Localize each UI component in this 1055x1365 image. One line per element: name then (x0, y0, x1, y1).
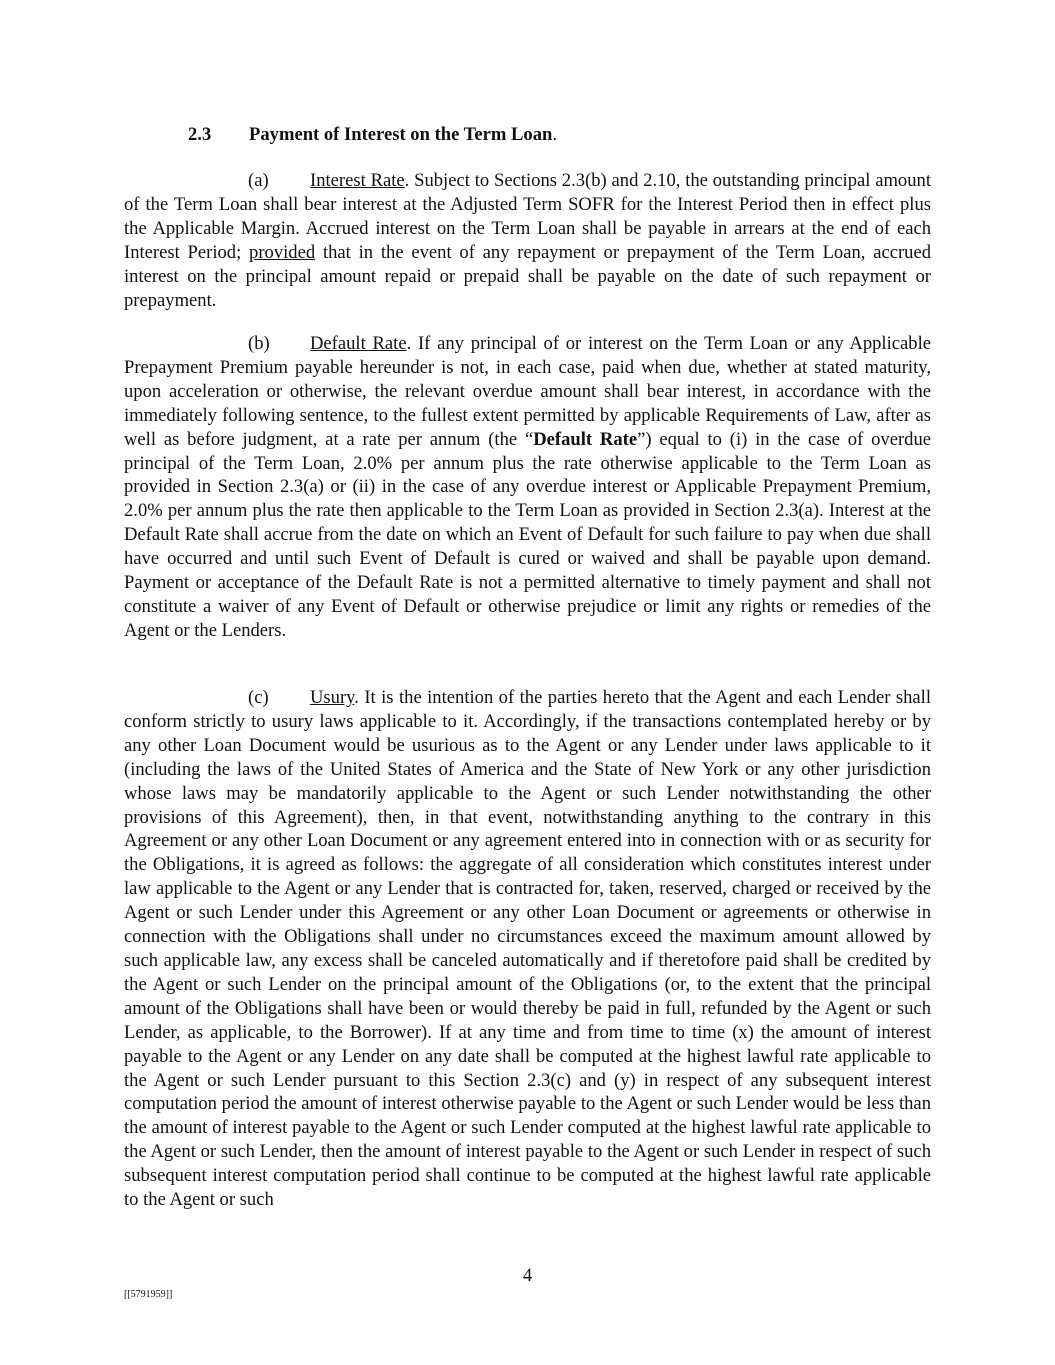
paragraph-label: (a) (248, 170, 269, 191)
paragraph-label: (c) (248, 687, 269, 708)
paragraph-text: . If any principal of or interest on the Term Loan or any Applicable Prepayment Premium payable hereunder is not, in each case, paid when due, whether at stated maturity, upon acceleration or otherwise, the relevant overdue amount shall bear interest, in accordance with the immediately following sentence, to the fullest extent permitted by applicable Requirements of Law, after as well as before judgment, at a rate per annum (the “ (124, 333, 931, 450)
paragraph-interest-rate (124, 169, 931, 312)
section-heading (188, 124, 557, 146)
paragraph-default-rate (124, 332, 931, 643)
paragraph-caption: Usury (310, 687, 355, 708)
paragraph-label: (b) (248, 333, 270, 354)
paragraph-text: that in the event of any repayment or prepayment of the Term Loan, accrued interest on the principal amount repaid or prepaid shall be payable on the date of such repayment or prepayment. (124, 241, 932, 311)
paragraph-text: . It is the intention of the parties hereto that the Agent and each Lender shall conform strictly to usury laws applicable to it. Accordingly, if the transactions contemplated hereby or by any other Loan Document would be usurious as to the Agent or any Lender under laws applicable to it (including the laws of the United States of America and the State of New York or any other jurisdiction whose laws may be mandatorily applicable to the Agent or such Lender notwithstanding the other provisions of this Agreement), then, in that event, notwithstanding anything to the contrary in this Agreement or any other Loan Document or any agreement entered into in connection with or as security for the Obligations, it is agreed as follows: the aggregate of all consideration which constitutes interest under law applicable to the Agent or any Lender that is contracted for, taken, reserved, charged or received by the Agent or such Lender under this Agreement or any other Loan Document or agreements or otherwise in connection with the Obligations shall under no circumstances exceed the maximum amount allowed by such applicable law, any excess shall be canceled automatically and if theretofore paid shall be credited by the Agent or such Lender on the principal amount of the Obligations (or, to the extent that the principal amount of the Obligations shall have been or would thereby be paid in full, refunded by the Agent or such Lender, as applicable, to the Borrower). If at any time and from time to time (x) the amount of interest payable to the Agent or any Lender on any date shall be computed at the highest lawful rate applicable to the Agent or such Lender pursuant to this Section 2.3(c) and (y) in respect of any subsequent interest computation period the amount of interest otherwise payable to the Agent or such Lender would be less than the amount of interest payable to the Agent or such Lender computed at the highest lawful rate applicable to the Agent or such Lender, then the amount of interest payable to the Agent or such Lender in respect of such subsequent interest computation period shall continue to be computed at the highest lawful rate applicable to the Agent or such (124, 687, 931, 1211)
document-id: [[5791959]] (124, 1289, 173, 1300)
paragraph-text: . Subject to Sections 2.3(b) and 2.10, the outstanding principal amount of the Term Loan shall bear interest at the Adjusted Term SOFR for the Interest Period then in effect plus the Applicable Margin. Accrued interest on the Term Loan shall be payable in arrears at the end of each Interest Period; (124, 170, 931, 263)
section-title: Payment of Interest on the Term Loan (249, 124, 553, 145)
page-number: 4 (522, 1265, 533, 1286)
provided-term: provided (249, 241, 316, 263)
defined-term: Default Rate (533, 428, 638, 450)
paragraph-caption: Default Rate (310, 333, 407, 354)
paragraph-usury (124, 686, 931, 1212)
section-title-period: . (552, 124, 557, 145)
paragraph-text: ”) equal to (i) in the case of overdue principal of the Term Loan, 2.0% per annum plus the rate otherwise applicable to the Term Loan as provided in Section 2.3(a) or (ii) in the case of any overdue interest or Applicable Prepayment Premium, 2.0% per annum plus the rate then applicable to the Term Loan as provided in Section 2.3(a). Interest at the Default Rate shall accrue from the date on which an Event of Default for such failure to pay when due shall have occurred and until such Event of Default is cured or waived and shall be payable upon demand. Payment or acceptance of the Default Rate is not a permitted alternative to timely payment and shall not constitute a waiver of any Event of Default or otherwise prejudice or limit any rights or remedies of the Agent or the Lenders. (124, 428, 931, 641)
section-number: 2.3 (188, 124, 212, 145)
paragraph-caption: Interest Rate (310, 170, 405, 191)
